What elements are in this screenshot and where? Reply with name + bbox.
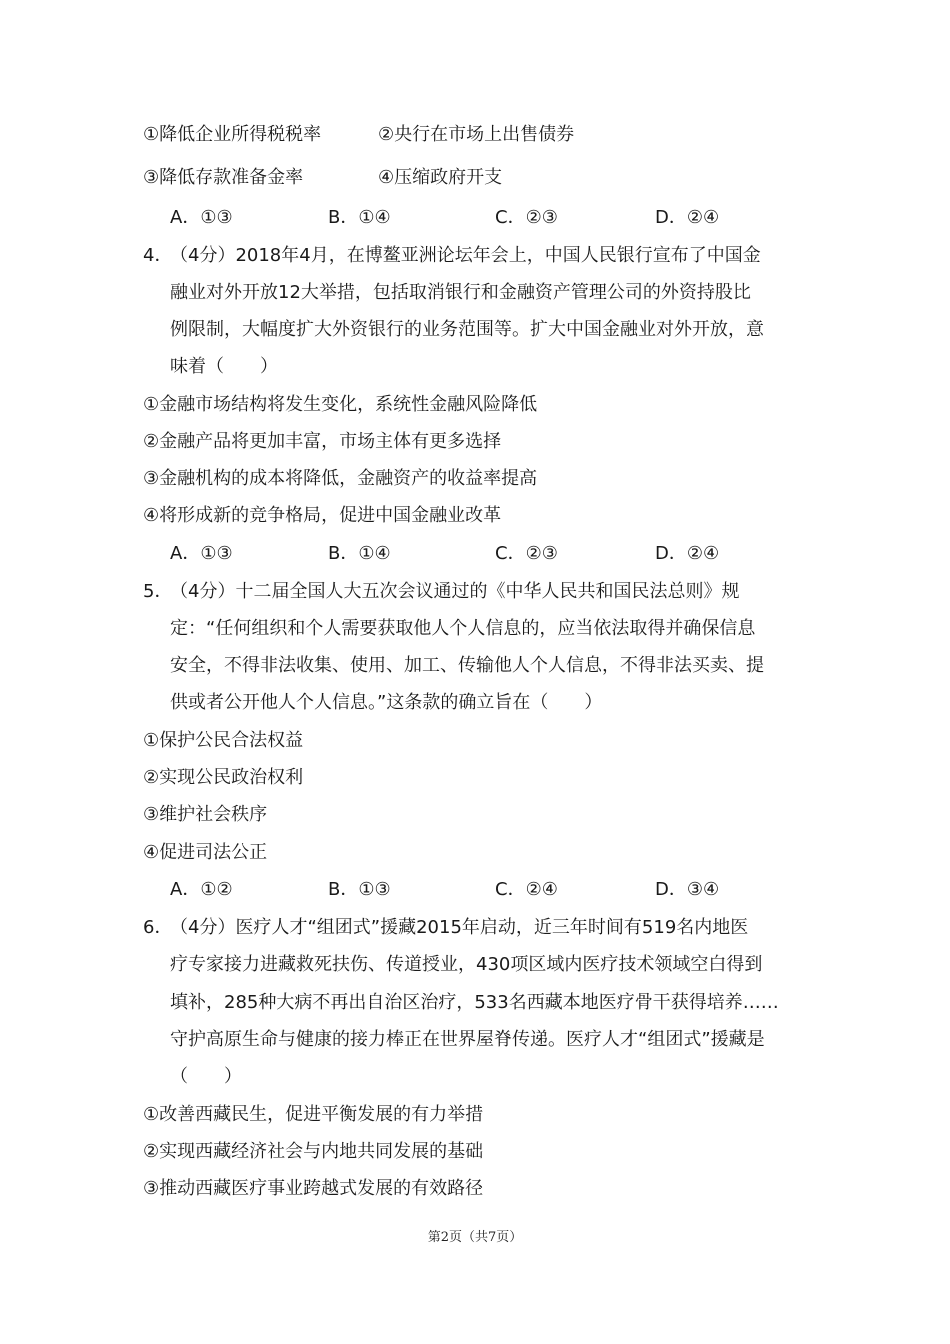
q5-option-d[interactable]: D．③④ [655, 879, 720, 900]
q6-statement: ③推动西藏医疗事业跨越式发展的有效路径 [143, 1178, 484, 1199]
q4-stem-line: （4分）2018年4月，在博鳌亚洲论坛年会上，中国人民银行宣布了中国金 [170, 245, 761, 266]
q4-option-a[interactable]: A．①③ [170, 543, 233, 564]
q6-stem-line: （4分）医疗人才“组团式”援藏2015年启动，近三年时间有519名内地医 [170, 917, 749, 938]
q6-stem-line: 疗专家接力进藏救死扶伤、传道授业，430项区域内医疗技术领域空白得到 [170, 954, 763, 975]
q4-stem-line: 例限制，大幅度扩大外资银行的业务范围等。扩大中国金融业对外开放，意 [170, 319, 764, 340]
q5-statement: ④促进司法公正 [143, 842, 268, 863]
q3-option-d[interactable]: D．②④ [655, 207, 720, 228]
q6-statement: ①改善西藏民生，促进平衡发展的有力举措 [143, 1104, 484, 1125]
q5-statement: ③维护社会秩序 [143, 804, 268, 825]
q4-statement: ①金融市场结构将发生变化，系统性金融风险降低 [143, 394, 538, 415]
q5-stem-line: 定：“任何组织和个人需要获取他人个人信息的，应当依法取得并确保信息 [170, 618, 756, 639]
q6-stem-line: 守护高原生命与健康的接力棒正在世界屋脊传递。医疗人才“组团式”援藏是 [170, 1029, 765, 1050]
q4-option-d[interactable]: D．②④ [655, 543, 720, 564]
q6-stem-line: （ ） [170, 1066, 242, 1087]
q3-option-c[interactable]: C．②③ [495, 207, 558, 228]
q5-statement: ②实现公民政治权利 [143, 767, 304, 788]
q4-stem-line: 味着（ ） [170, 356, 278, 377]
q4-statement: ③金融机构的成本将降低，金融资产的收益率提高 [143, 468, 538, 489]
q4-statement: ④将形成新的竞争格局，促进中国金融业改革 [143, 505, 502, 526]
q5-stem-line: 安全，不得非法收集、使用、加工、传输他人个人信息，不得非法买卖、提 [170, 655, 764, 676]
q6-number: 6． [143, 917, 173, 938]
q5-statement: ①保护公民合法权益 [143, 730, 304, 751]
q4-option-b[interactable]: B．①④ [328, 543, 391, 564]
q3-option-a[interactable]: A．①③ [170, 207, 233, 228]
q3-statement-4: ④压缩政府开支 [378, 167, 503, 188]
q3-statement-1: ①降低企业所得税税率 [143, 124, 322, 145]
q4-number: 4． [143, 245, 173, 266]
q3-statement-3: ③降低存款准备金率 [143, 167, 304, 188]
q5-number: 5． [143, 581, 173, 602]
q4-statement: ②金融产品将更加丰富，市场主体有更多选择 [143, 431, 502, 452]
q3-option-b[interactable]: B．①④ [328, 207, 391, 228]
page-footer: 第2页（共7页） [427, 1230, 523, 1245]
q3-statement-2: ②央行在市场上出售债券 [378, 124, 575, 145]
q4-stem-line: 融业对外开放12大举措，包括取消银行和金融资产管理公司的外资持股比 [170, 282, 751, 303]
q5-option-c[interactable]: C．②④ [495, 879, 558, 900]
q6-statement: ②实现西藏经济社会与内地共同发展的基础 [143, 1141, 484, 1162]
q4-option-c[interactable]: C．②③ [495, 543, 558, 564]
q6-stem-line: 填补，285种大病不再出自治区治疗，533名西藏本地医疗骨干获得培养…… [170, 992, 779, 1013]
q5-stem-line: （4分）十二届全国人大五次会议通过的《中华人民共和国民法总则》规 [170, 581, 740, 602]
q5-option-a[interactable]: A．①② [170, 879, 233, 900]
q5-option-b[interactable]: B．①③ [328, 879, 391, 900]
q5-stem-line: 供或者公开他人个人信息。”这条款的确立旨在（ ） [170, 692, 603, 713]
